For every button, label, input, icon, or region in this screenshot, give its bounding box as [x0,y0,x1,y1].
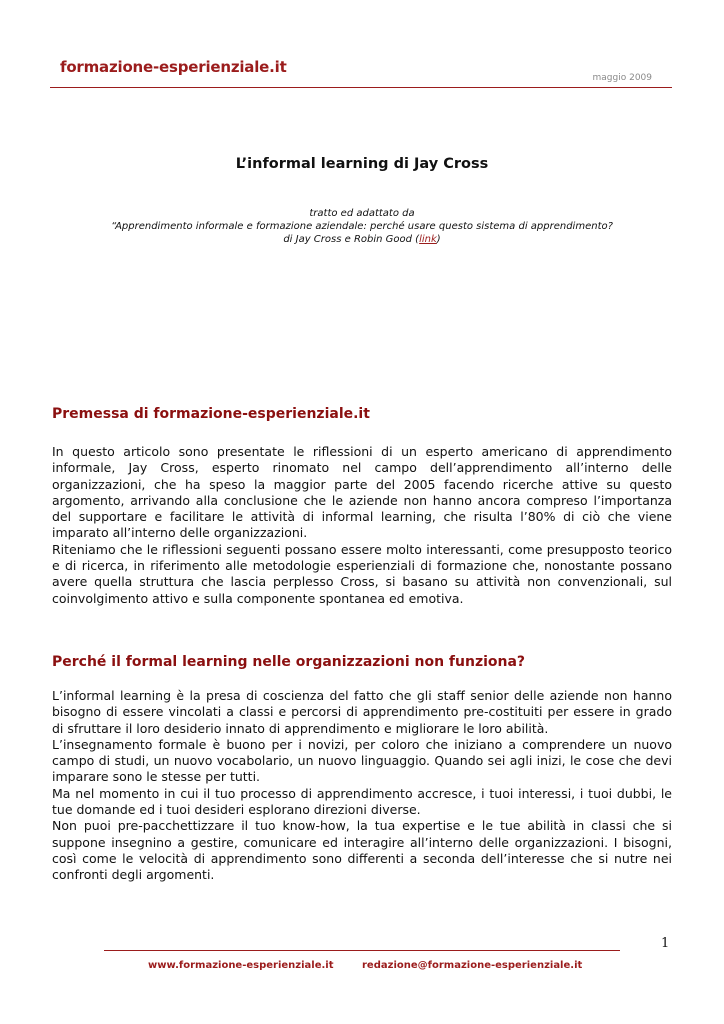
paragraph: L’insegnamento formale è buono per i novizi, per coloro che iniziano a comprendere un nuovo campo di studi, un nuovo vocabolario, un nuovo linguaggio. Quando sei agli inizi, le cose che devi imparare sono le stesse per tutti. [52,736,672,785]
source-line-1: tratto ed adattato da [309,208,415,219]
paragraph: In questo articolo sono presentate le riflessioni di un esperto americano di apprendimento informale, Jay Cross, esperto rinomato nel campo dell’apprendimento all’interno delle organizzazioni, che ha speso la maggior parte del 2005 facendo ricerche attive su questo argomento, arrivando alla conclusione che le aziende non hanno ancora compreso l’importanza del supportare e facilitare le attività di informal learning, che risulta l’80% di ciò che viene imparato all’interno delle organizzazioni. [52,444,672,541]
paragraph: Riteniamo che le riflessioni seguenti possano essere molto interessanti, come presupposto teorico e di ricerca, in riferimento alle metodologie esperienziali di formazione che, nonostante possano avere quella struttura che lascia perplesso Cross, si basano su attività non convenzionali, sul coinvolgimento attivo e sulla componente spontanea ed emotiva. [52,541,672,606]
source-link[interactable]: link [419,234,437,245]
footer-email-link[interactable]: redazione@formazione-esperienziale.it [362,960,583,971]
source-close-paren: ) [436,234,441,245]
header-date: maggio 2009 [592,73,652,83]
section-heading-premessa: Premessa di formazione-esperienziale.it [52,406,370,422]
source-line-2: “Apprendimento informale e formazione aziendale: perché usare questo sistema di apprendimento? [111,221,613,232]
paragraph: Ma nel momento in cui il tuo processo di apprendimento accresce, i tuoi interessi, i tuoi dubbi, le tue domande ed i tuoi desideri esplorano direzioni diverse. [52,785,672,818]
source-line-3 [60,234,664,245]
source-authors: di Jay Cross e Robin Good ( [283,234,420,245]
page-number: 1 [661,936,670,951]
footer-divider [104,950,620,951]
header-divider [50,87,672,88]
paragraph: Non puoi pre-pacchettizzare il tuo know-how, la tua expertise e le tue abilità in classi che si suppone insegnino a gestire, comunicare ed interagire all’interno delle organizzazioni. I bisogni, così come le velocità di apprendimento sono differenti a seconda dell’interesse che si nutre nei confronti degli argomenti. [52,818,672,883]
site-logo: formazione-esperienziale.it [60,58,287,76]
section-body-premessa [52,444,672,607]
section-heading-formal-learning: Perché il formal learning nelle organizzazioni non funziona? [52,654,526,670]
section-body-formal-learning [52,688,672,884]
footer-website-link[interactable]: www.formazione-esperienziale.it [148,960,334,971]
paragraph: L’informal learning è la presa di coscienza del fatto che gli staff senior delle aziende non hanno bisogno di essere vincolati a classi e percorsi di apprendimento pre-costituiti per essere in grado di sfruttare il loro desiderio innato di apprendimento e migliorare le loro abilità. [52,688,672,736]
document-title: L’informal learning di Jay Cross [235,156,489,172]
